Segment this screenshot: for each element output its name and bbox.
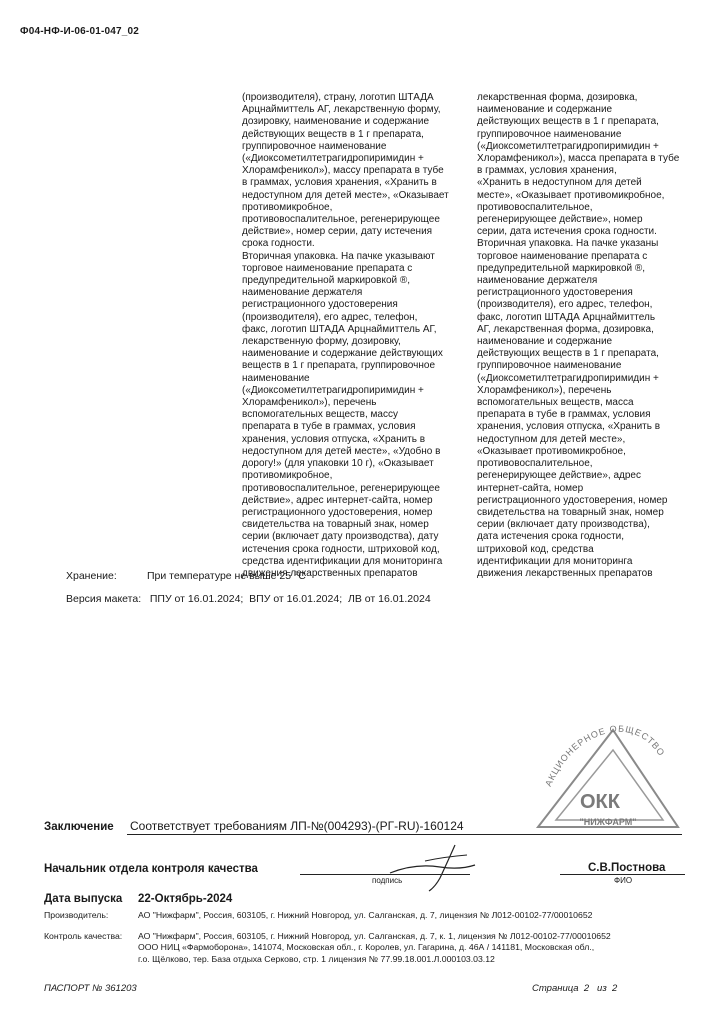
stamp-ring-text: АКЦИОНЕРНОЕ ОБЩЕСТВО	[543, 723, 667, 788]
conclusion-label: Заключение	[44, 821, 114, 833]
stamp-bottom-text: "НИЖФАРМ"	[579, 817, 637, 827]
signature-caption: подпись	[372, 876, 403, 885]
release-date-label: Дата выпуска	[44, 893, 123, 905]
stamp-center-text: ОКК	[580, 791, 620, 813]
layout-version: Версия макета: ППУ от 16.01.2024; ВПУ от 16.01.2024; ЛВ от 16.01.2024	[66, 593, 431, 605]
quality-control-line: АО "Нижфарм", Россия, 603105, г. Нижний Новгород, ул. Салганская, д. 7, к. 1, лицензия № Л012-00102-77/00010652	[138, 931, 611, 941]
right-column-text: лекарственная форма, дозировка, наименование и содержание действующих веществ в 1 г препарата, группировочное наименование («Диоксометилтетрагидропиримидин + Хлорамфеникол»), масса препарата в тубе в граммах, условия хранения, «Хранить в недоступном для детей месте», «Оказывает противомикробное, противовоспалительное, регенерирующее действие», номер серии, дата истечения срока годности. Вторичная упаковка. На пачке указаны торговое наименование препарата с предупредительной маркировкой ®, наименование держателя регистрационного удостоверения (производителя), его адрес, телефон, факс, логотип ШТАДА Арцнаймиттель АГ, лекарственная форма, дозировка, наименование и содержание действующих веществ в 1 г препарата, группировочное наименование («Диоксометилтетрагидропиримидин + Хлорамфеникол»), перечень вспомогательных веществ, масса препарата в тубе в граммах, условия хранения, условия отпуска, «Хранить в недоступном для детей месте», «Оказывает противомикробное, противовоспалительное, регенерирующее действие», адрес интернет-сайта, номер регистрационного удостоверения, номер свидетельства на товарный знак, номер серии (включает дату производства), дата истечения срока годности, штриховой код, средства идентификации для мониторинга движения лекарственных препаратов	[477, 92, 680, 579]
svg-text:АКЦИОНЕРНОЕ ОБЩЕСТВО	[543, 724, 667, 788]
manufacturer-value: АО "Нижфарм", Россия, 603105, г. Нижний Новгород, ул. Салганская, д. 7, лицензия № Л012-00102-77/00010652	[138, 910, 593, 920]
quality-control-label: Контроль качества:	[44, 931, 123, 941]
left-column-text: (производителя), страну, логотип ШТАДА Арцнаймиттель АГ, лекарственную форму, дозировку, наименование и содержание действующих веществ в 1 г препарата, группировочное наименование («Диоксометилтетрагидропиримидин + Хлорамфеникол»), массу препарата в тубе в граммах, условия хранения, «Хранить в недоступном для детей месте», «Оказывает противомикробное, противовоспалительное, регенерирующее действие», номер серии, дату истечения срока годности. Вторичная упаковка. На пачке указывают торговое наименование препарата с предупредительной маркировкой ®, наименование держателя регистрационного удостоверения (производителя), его адрес, телефон, факс, логотип ШТАДА Арцнаймиттель АГ, лекарственную форму, дозировку, наименование и содержание действующих веществ в 1 г препарата, группировочное наименование («Диоксометилтетрагидропиримидин + Хлорамфеникол»), перечень вспомогательных веществ, массу препарата в тубе в граммах, условия хранения, условия отпуска, «Хранить в недоступном для детей месте», «Удобно в дорогу!» (для упаковки 10 г), «Оказывает противомикробное, противовоспалительное, регенерирующее действие», адрес интернет-сайта, номер регистрационного удостоверения, номер свидетельства на товарный знак, номер серии (включает дату производства), дату истечения срока годности, штриховой код, средства идентификации для мониторинга движения лекарственных препаратов	[242, 92, 449, 579]
passport-number: ПАСПОРТ № 361203	[44, 983, 137, 994]
qc-head-name: С.В.Постнова	[588, 862, 666, 874]
quality-control-value	[138, 931, 718, 965]
qc-head-label: Начальник отдела контроля качества	[44, 863, 258, 875]
quality-control-line: г.о. Щёлково, тер. База отдыха Серково, стр. 1 лицензия № 77.99.18.001.Л.000103.03.12	[138, 953, 495, 964]
conclusion-underline	[127, 834, 682, 835]
conclusion-value: Соответствует требованиям ЛП-№(004293)-(РГ-RU)-160124	[130, 819, 464, 833]
quality-control-line: ООО НИЦ «Фармоборона», 141074, Московская обл., г. Королев, ул. Гагарина, д. 46А / 141181, Московская обл.,	[138, 942, 595, 953]
company-stamp	[518, 722, 688, 837]
document-code: Ф04-НФ-И-06-01-047_02	[20, 26, 140, 37]
manufacturer-label: Производитель:	[44, 910, 109, 920]
page-number: Страница 2 из 2	[532, 983, 618, 994]
handwritten-signature	[385, 843, 485, 893]
signature-line	[300, 874, 470, 875]
storage-value: При температуре не выше 25 °С	[147, 570, 306, 582]
name-line	[560, 874, 685, 875]
release-date-value: 22-Октябрь-2024	[138, 893, 233, 905]
storage-label: Хранение:	[66, 570, 117, 582]
name-caption: ФИО	[614, 876, 633, 885]
